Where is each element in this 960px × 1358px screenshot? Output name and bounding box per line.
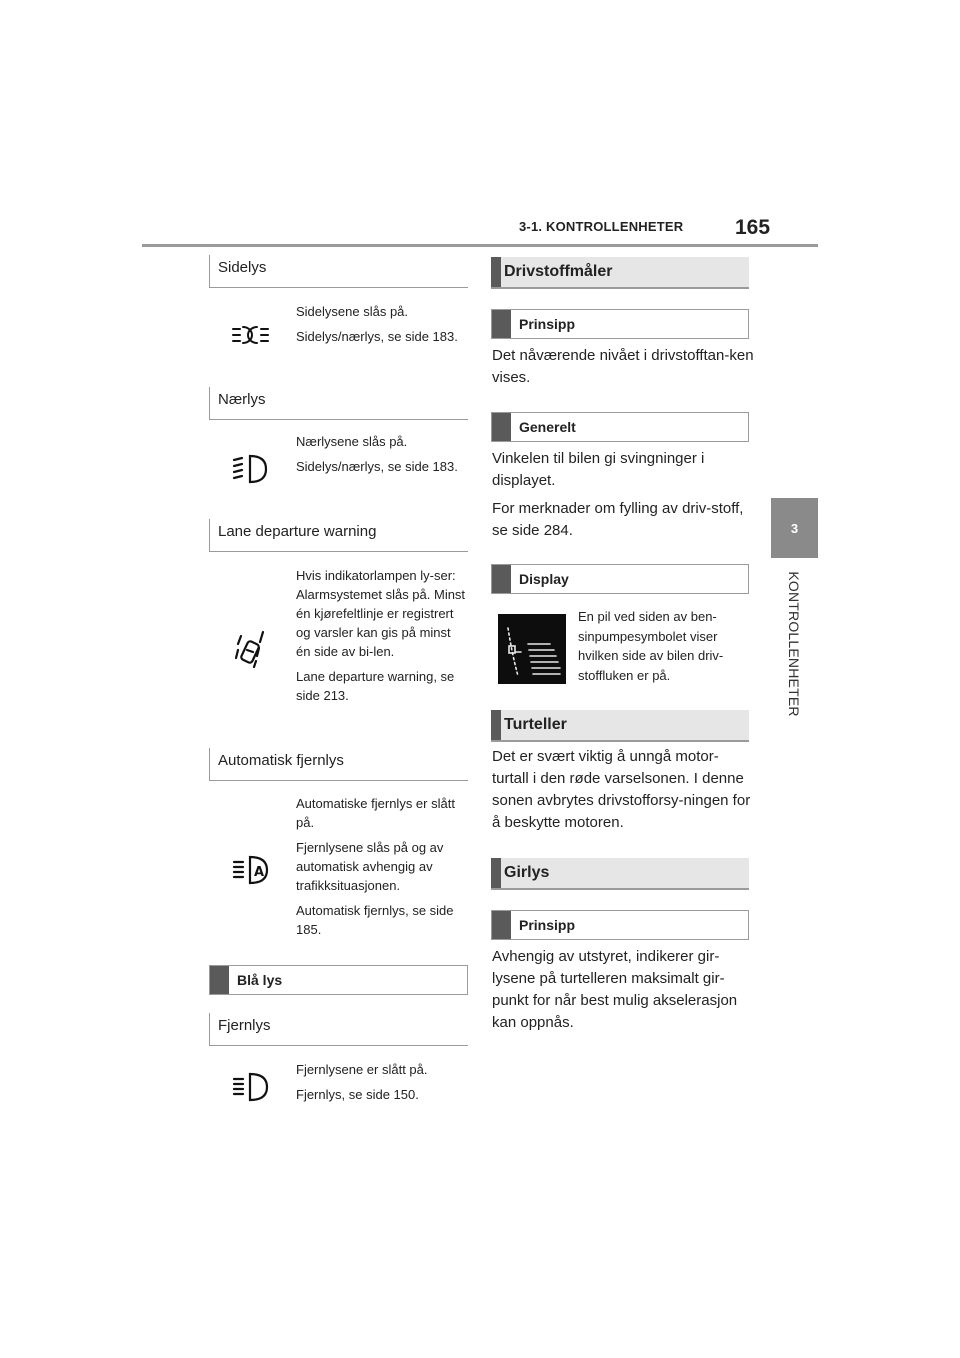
heading-naerlys: Nærlys [209, 387, 468, 420]
desc-line: Nærlysene slås på. [296, 434, 408, 449]
heading-tab [491, 710, 501, 740]
low-beam-icon [232, 454, 270, 484]
text-tachometer [492, 746, 754, 840]
text-display: En pil ved siden av ben-sinpumpesymbolet viser hvilken side av bilen driv-stoffluken er på. [578, 609, 724, 683]
auto-high-beam-icon [232, 855, 270, 885]
desc-line: Automatiske fjernlys er slått på. [296, 796, 455, 830]
heading-blue-lights [209, 965, 468, 995]
heading-tab [492, 911, 511, 939]
fuel-gauge-display-icon [498, 614, 566, 684]
text-principle [492, 345, 754, 395]
heading-text: Display [519, 571, 569, 587]
paragraph: For merknader om fylling av driv-stoff, se side 284. [492, 500, 744, 539]
header-rule [142, 244, 818, 247]
heading-tab [491, 257, 501, 287]
heading-high-beam: Fjernlys [209, 1013, 468, 1046]
heading-display [491, 564, 749, 594]
heading-tab [492, 310, 511, 338]
heading-text: Prinsipp [519, 917, 576, 933]
paragraph: Vinkelen til bilen gi svingninger i displayet. [492, 450, 705, 489]
chapter-tab: 3 [771, 498, 818, 558]
svg-text:A: A [254, 865, 265, 880]
desc-high-beam [296, 1060, 468, 1110]
desc-naerlys [296, 432, 468, 482]
heading-text: Drivstoffmåler [504, 263, 613, 280]
heading-shift-lights [491, 858, 749, 890]
heading-principle [491, 309, 749, 339]
text-principle-2 [492, 946, 754, 1040]
chapter-label: KONTROLLENHETER [786, 571, 802, 717]
heading-fuel-gauge [491, 257, 749, 289]
section-title: 3-1. KONTROLLENHETER [519, 219, 684, 234]
desc-sidelys [296, 302, 468, 352]
desc-line: Sidelys/nærlys, se side 183. [296, 459, 458, 474]
desc-line: Fjernlysene er slått på. [296, 1062, 428, 1077]
heading-text: Turteller [504, 716, 567, 733]
heading-tab [491, 858, 501, 888]
desc-line: Fjernlysene slås på og av automatisk avhengig av trafikksituasjonen. [296, 840, 444, 893]
parking-lights-icon [231, 322, 271, 348]
heading-text: Girlys [504, 864, 550, 881]
heading-tab [492, 565, 511, 593]
heading-text: Prinsipp [519, 316, 576, 332]
page-number: 165 [735, 216, 771, 239]
heading-tab [492, 413, 511, 441]
desc-lane-departure [296, 566, 468, 711]
heading-text: Generelt [519, 419, 576, 435]
desc-line: Hvis indikatorlampen ly-ser: Alarmsystemet slås på. Minst én kjørefeltlinje er registrert og varsler kan gis på minst én side av bi-len. [296, 568, 466, 659]
heading-tachometer [491, 710, 749, 742]
desc-line: Sidelys/nærlys, se side 183. [296, 329, 458, 344]
paragraph: Avhengig av utstyret, indikerer gir-lysene på turtelleren maksimalt gir-punkt for når best mulig akselerasjon kan oppnås. [492, 948, 738, 1031]
paragraph: Det er svært viktig å unngå motor-turtall i den røde varselsonen. I denne sonen avbrytes drivstofforsy-ningen for å beskytte motoren. [492, 748, 751, 831]
heading-lane-departure: Lane departure warning [209, 519, 468, 552]
heading-auto-high-beam: Automatisk fjernlys [209, 748, 468, 781]
heading-general [491, 412, 749, 442]
desc-line: Automatisk fjernlys, se side 185. [296, 903, 454, 937]
heading-sidelys: Sidelys [209, 255, 468, 288]
paragraph: Det nåværende nivået i drivstofftan-ken vises. [492, 347, 754, 386]
desc-auto-high-beam [296, 794, 468, 945]
heading-text: Blå lys [237, 972, 283, 988]
desc-line: Lane departure warning, se side 213. [296, 669, 455, 703]
lane-departure-icon [235, 630, 267, 668]
text-general [492, 448, 754, 548]
heading-tab [210, 966, 229, 994]
desc-line: Fjernlys, se side 150. [296, 1087, 419, 1102]
heading-principle-2 [491, 910, 749, 940]
desc-line: Sidelysene slås på. [296, 304, 409, 319]
high-beam-icon [232, 1072, 270, 1102]
